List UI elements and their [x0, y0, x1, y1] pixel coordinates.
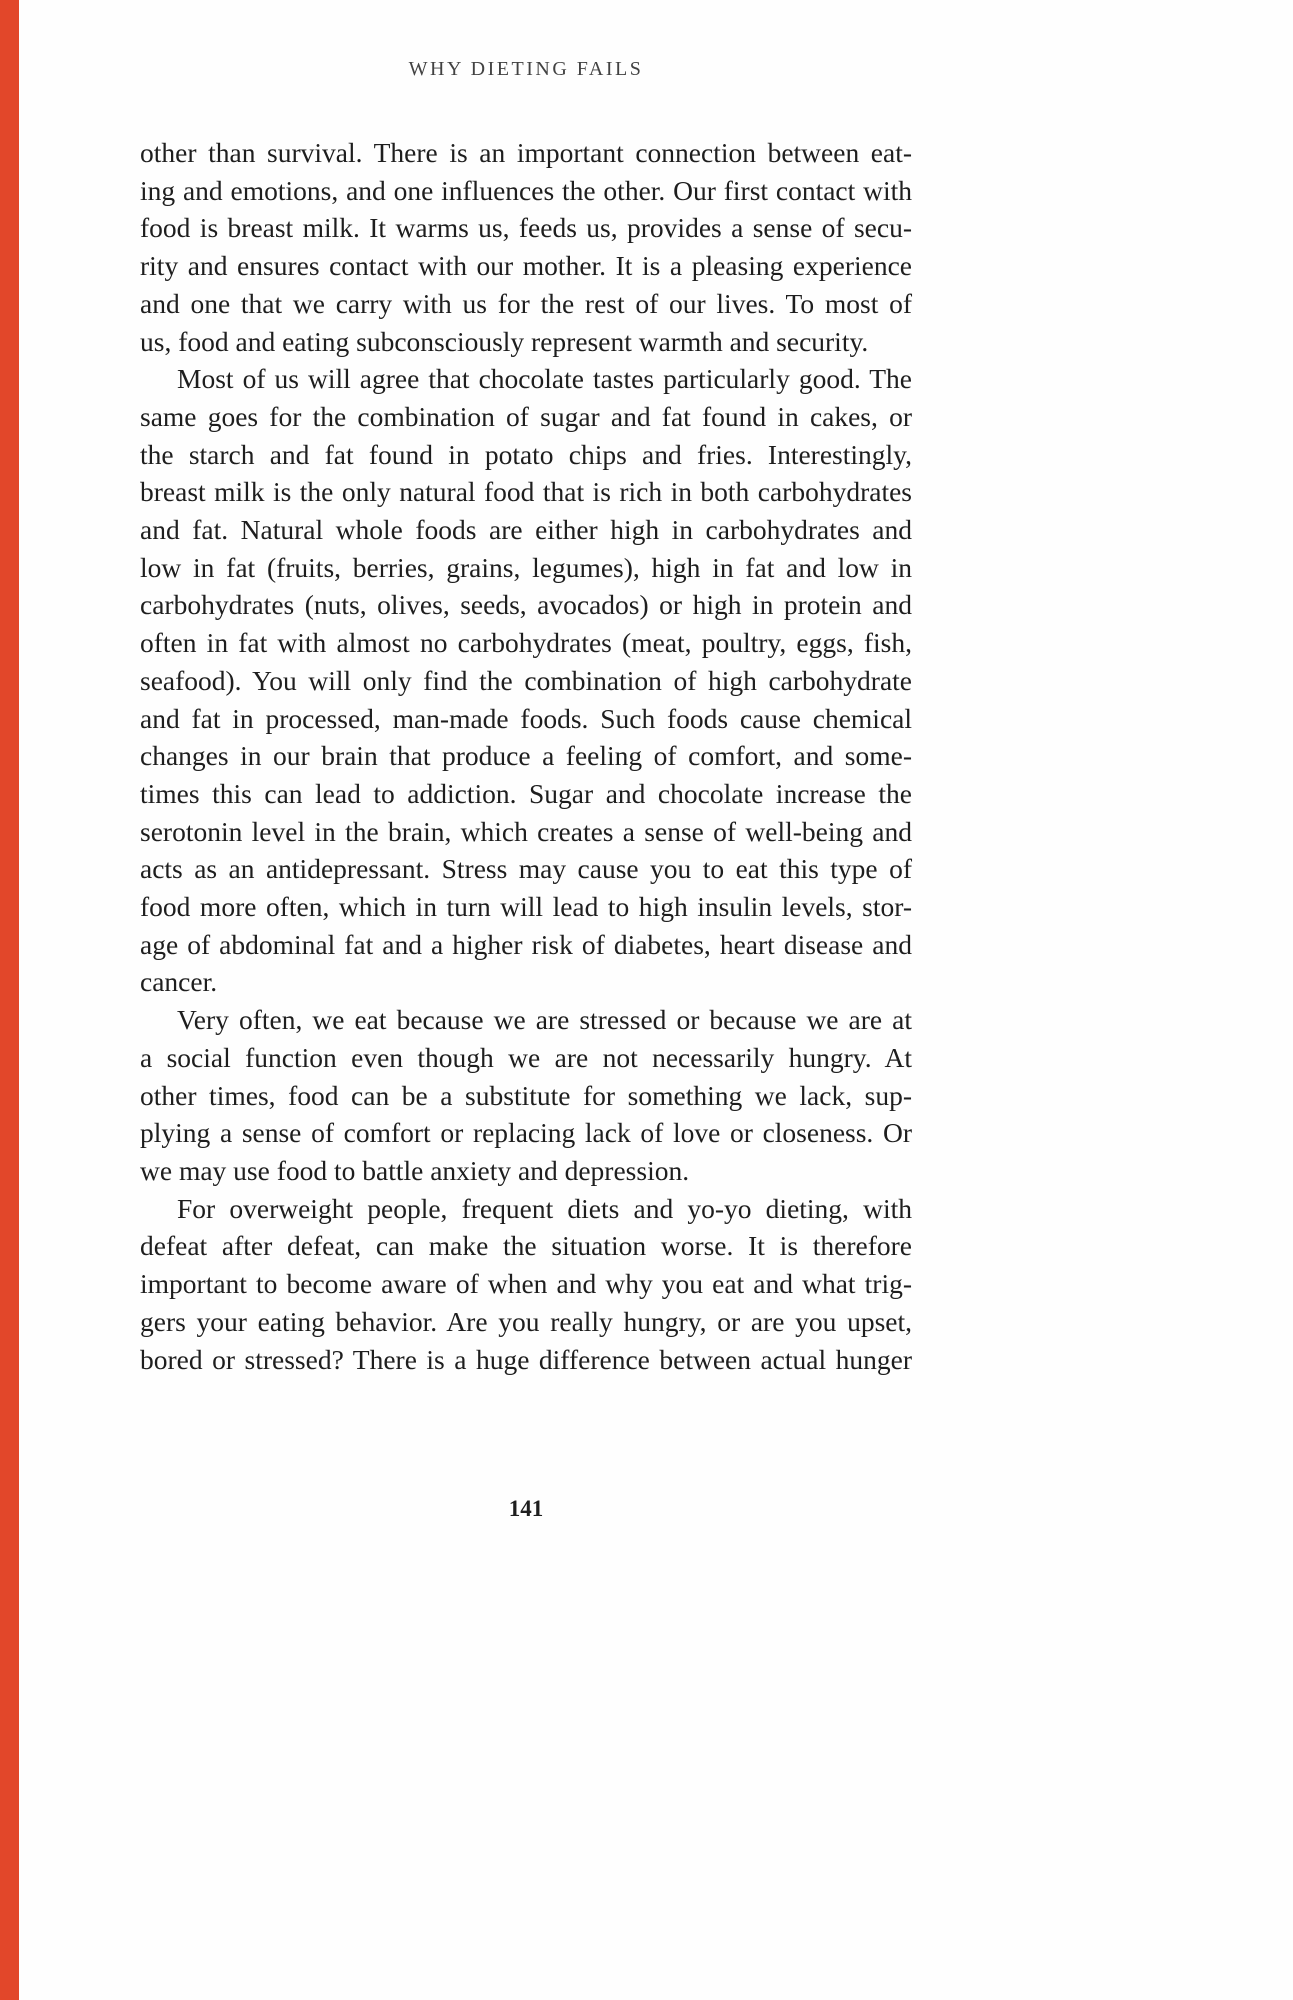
- text-line: other times, food can be a substitute for something we lack, sup-: [140, 1079, 912, 1111]
- text-line: changes in our brain that produce a feeling of comfort, and some-: [140, 740, 912, 772]
- text-line: Most of us will agree that chocolate tastes particularly good. The: [177, 363, 912, 395]
- body-text: [140, 134, 912, 1378]
- paragraph: [140, 1001, 912, 1190]
- text-line: low in fat (fruits, berries, grains, legumes), high in fat and low in: [140, 551, 912, 583]
- text-line: times this can lead to addiction. Sugar and chocolate increase the: [140, 777, 912, 809]
- text-line: rity and ensures contact with our mother. It is a pleasing experience: [140, 250, 912, 282]
- text-line: and one that we carry with us for the rest of our lives. To most of: [140, 287, 912, 319]
- text-line: defeat after defeat, can make the situation worse. It is therefore: [140, 1230, 912, 1262]
- text-line: same goes for the combination of sugar and fat found in cakes, or: [140, 400, 912, 432]
- text-line: serotonin level in the brain, which creates a sense of well-being and: [140, 815, 912, 847]
- text-line: bored or stressed? There is a huge difference between actual hunger: [140, 1343, 912, 1375]
- text-line: acts as an antidepressant. Stress may cause you to eat this type of: [140, 853, 912, 885]
- running-header: WHY DIETING FAILS: [408, 58, 644, 80]
- text-line: cancer.: [140, 966, 218, 998]
- paragraph: [140, 1190, 912, 1379]
- text-line: food is breast milk. It warms us, feeds us, provides a sense of secu-: [140, 212, 912, 244]
- text-line: the starch and fat found in potato chips and fries. Interestingly,: [140, 438, 912, 470]
- text-line: often in fat with almost no carbohydrates (meat, poultry, eggs, fish,: [140, 627, 912, 659]
- text-line: us, food and eating subconsciously represent warmth and security.: [140, 325, 869, 357]
- text-line: For overweight people, frequent diets and yo-yo dieting, with: [177, 1192, 912, 1224]
- text-line: and fat. Natural whole foods are either high in carbohydrates and: [140, 514, 912, 546]
- text-line: a social function even though we are not necessarily hungry. At: [140, 1041, 912, 1073]
- text-line: breast milk is the only natural food that is rich in both carbohydrates: [140, 476, 912, 508]
- text-line: age of abdominal fat and a higher risk of diabetes, heart disease and: [140, 928, 912, 960]
- text-line: and fat in processed, man-made foods. Such foods cause chemical: [140, 702, 912, 734]
- page-edge-accent-stripe: [0, 0, 19, 2000]
- text-line: important to become aware of when and why you eat and what trig-: [140, 1268, 912, 1300]
- text-line: Very often, we eat because we are stressed or because we are at: [177, 1004, 912, 1036]
- text-line: plying a sense of comfort or replacing lack of love or closeness. Or: [140, 1117, 912, 1149]
- text-line: other than survival. There is an important connection between eat-: [140, 137, 912, 168]
- text-line: food more often, which in turn will lead to high insulin levels, stor-: [140, 891, 912, 923]
- paragraph: [140, 134, 912, 360]
- page-number: 141: [508, 1496, 544, 1521]
- text-line: gers your eating behavior. Are you really hungry, or are you upset,: [140, 1305, 912, 1337]
- paragraph: [140, 360, 912, 1001]
- text-line: seafood). You will only find the combination of high carbohydrate: [140, 664, 912, 696]
- text-line: ing and emotions, and one influences the other. Our first contact with: [140, 174, 912, 206]
- text-line: we may use food to battle anxiety and depression.: [140, 1154, 690, 1186]
- text-line: carbohydrates (nuts, olives, seeds, avocados) or high in protein and: [140, 589, 912, 621]
